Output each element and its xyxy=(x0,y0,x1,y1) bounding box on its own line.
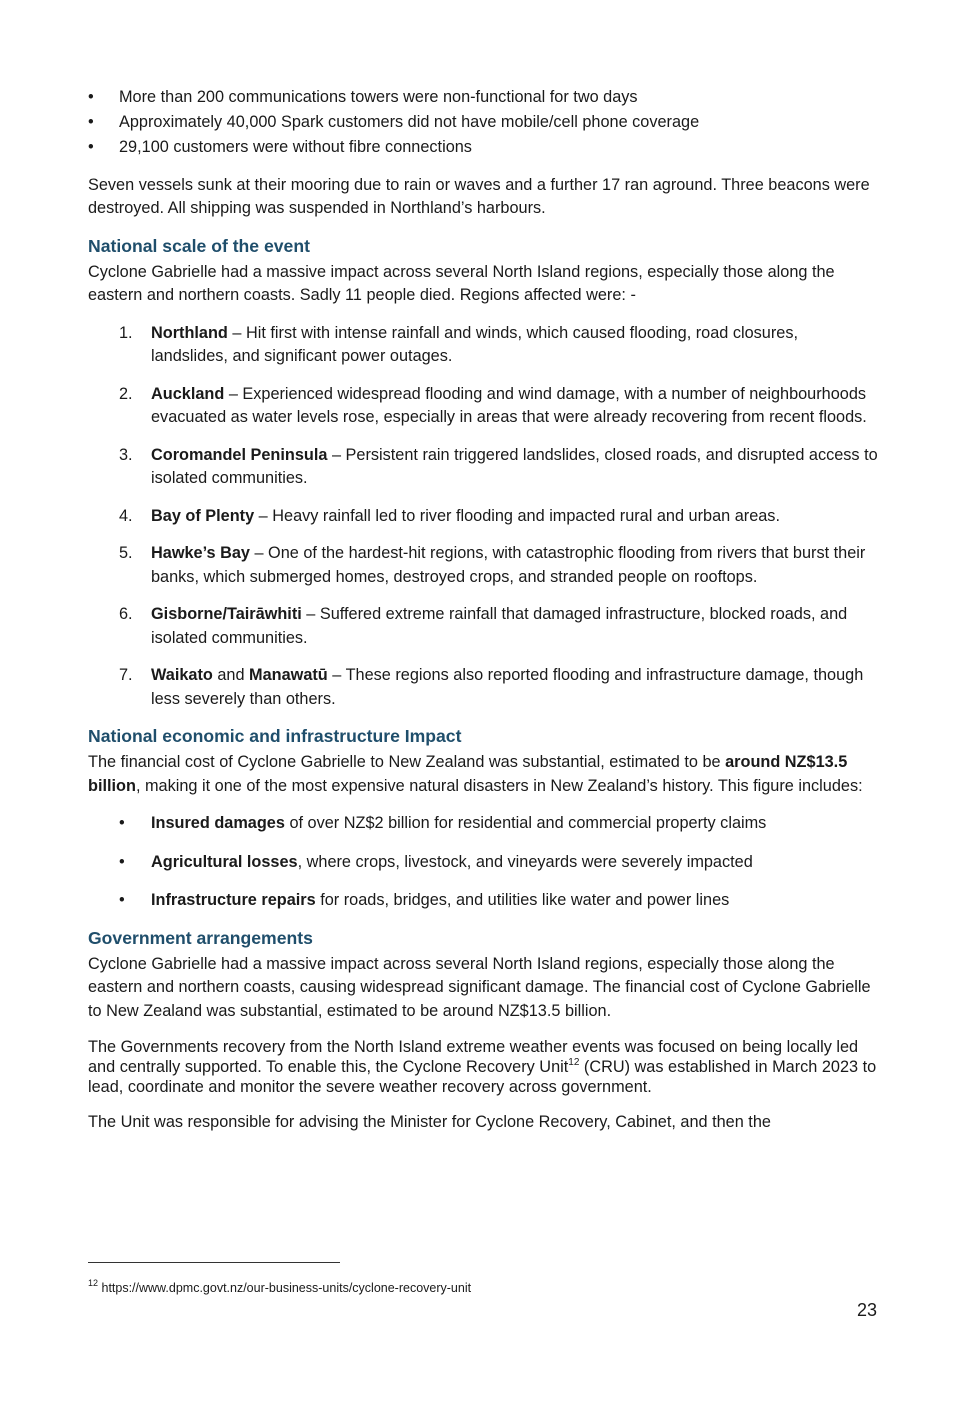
footnote-link[interactable]: https://www.dpmc.govt.nz/our-business-units/cyclone-recovery-unit xyxy=(98,1281,472,1295)
vessels-paragraph: Seven vessels sunk at their mooring due to rain or waves and a further 17 ran aground. Three beacons were destroyed. All shipping was suspended in Northland’s harbours. xyxy=(88,175,870,217)
region-name: Gisborne/Tairāwhiti xyxy=(151,605,302,623)
list-item xyxy=(88,851,878,875)
list-item: • 29,100 customers were without fibre connections xyxy=(88,136,878,160)
paragraph-text: The Governments recovery from the North Island extreme weather events was focused on being locally led and centrally supported. To enable this, the Cyclone Recovery Unit xyxy=(88,1038,859,1076)
list-item xyxy=(88,812,878,836)
list-number: 5. xyxy=(119,544,133,562)
government-heading: Government arrangements xyxy=(88,927,313,948)
economic-intro-text: , making it one of the most expensive natural disasters in New Zealand’s history. This figure includes: xyxy=(135,776,863,795)
region-name: Northland xyxy=(151,323,228,342)
list-item xyxy=(88,383,878,430)
list-item xyxy=(88,603,878,650)
footnote xyxy=(88,1277,472,1296)
region-name: Hawke’s Bay xyxy=(151,544,250,562)
cost-category: Agricultural losses xyxy=(151,852,298,871)
region-name: Coromandel Peninsula xyxy=(151,445,328,464)
region-name: Manawatū xyxy=(249,666,328,684)
list-number: 1. xyxy=(119,323,133,342)
list-item xyxy=(88,505,878,529)
region-description: – Hit first with intense rainfall and winds, which caused flooding, road closures, landslides, and significant power outages. xyxy=(151,323,799,365)
economic-impact-heading: National economic and infrastructure Impact xyxy=(88,726,462,746)
list-number: 6. xyxy=(119,605,133,623)
cost-category: Infrastructure repairs xyxy=(151,891,316,909)
list-item xyxy=(88,542,878,589)
list-item: • Approximately 40,000 Spark customers did not have mobile/cell phone coverage xyxy=(88,111,878,135)
footnote-divider xyxy=(88,1262,340,1263)
region-description: – Suffered extreme rainfall that damaged infrastructure, blocked roads, and isolated communities. xyxy=(151,605,848,647)
list-item xyxy=(88,444,878,491)
government-paragraph-1: Cyclone Gabrielle had a massive impact across several North Island regions, especially those along the eastern and northern coasts, causing widespread significant damage. The financial cost of Cyclone Gabrielle to New Zealand was substantial, estimated to be around NZ$13.5 billion. xyxy=(88,954,871,1020)
list-number: 3. xyxy=(119,445,133,464)
cost-category: Insured damages xyxy=(151,814,285,832)
region-joiner: and xyxy=(212,666,250,684)
government-paragraph-3: The Unit was responsible for advising the Minister for Cyclone Recovery, Cabinet, and then the xyxy=(88,1113,771,1131)
cost-description: , where crops, livestock, and vineyards were severely impacted xyxy=(297,852,753,871)
cost-breakdown-list xyxy=(88,812,878,913)
region-name: Waikato xyxy=(151,666,213,684)
national-scale-heading: National scale of the event xyxy=(88,235,310,256)
region-description: – Heavy rainfall led to river flooding and impacted rural and urban areas. xyxy=(254,506,780,525)
economic-intro xyxy=(88,751,878,798)
region-description: – Experienced widespread flooding and wind damage, with a number of neighbourhoods evacuated as water levels rose, especially in areas that were already recovering from recent floods. xyxy=(151,384,867,426)
list-item xyxy=(88,889,878,913)
list-item xyxy=(88,664,878,711)
region-description: – Persistent rain triggered landslides, closed roads, and disrupted access to isolated communities. xyxy=(151,445,878,487)
economic-intro-text: The financial cost of Cyclone Gabrielle to New Zealand was substantial, estimated to be xyxy=(88,753,726,771)
economic-cost-highlight: around NZ$13.5 billion xyxy=(88,753,848,795)
national-scale-intro: Cyclone Gabrielle had a massive impact across several North Island regions, especially those along the eastern and northern coasts. Sadly 11 people died. Regions affected were: - xyxy=(88,262,835,304)
region-description: – One of the hardest-hit regions, with catastrophic flooding from rivers that burst their banks, which submerged homes, destroyed crops, and stranded people on rooftops. xyxy=(151,544,866,586)
list-number: 2. xyxy=(119,384,133,403)
cost-description: of over NZ$2 billion for residential and commercial property claims xyxy=(284,814,767,832)
list-number: 4. xyxy=(119,506,133,525)
footnote-number: 12 xyxy=(88,1277,99,1288)
list-item: • More than 200 communications towers were non-functional for two days xyxy=(88,86,878,110)
list-item xyxy=(88,322,878,369)
page-number: 23 xyxy=(857,1300,878,1320)
list-number: 7. xyxy=(119,666,133,684)
region-name: Auckland xyxy=(151,384,225,403)
government-paragraph-2 xyxy=(88,1037,878,1097)
region-name: Bay of Plenty xyxy=(151,506,255,525)
region-description: – These regions also reported flooding and infrastructure damage, though less severely than others. xyxy=(151,666,864,708)
communications-bullet-list xyxy=(88,86,878,160)
document-page xyxy=(88,86,878,1135)
cost-description: for roads, bridges, and utilities like water and power lines xyxy=(315,891,730,909)
regions-list xyxy=(88,322,878,712)
paragraph-text: (CRU) was established in March 2023 to lead, coordinate and monitor the severe weather recovery across government. xyxy=(88,1058,877,1096)
footnote-reference[interactable]: 12 xyxy=(568,1056,580,1068)
